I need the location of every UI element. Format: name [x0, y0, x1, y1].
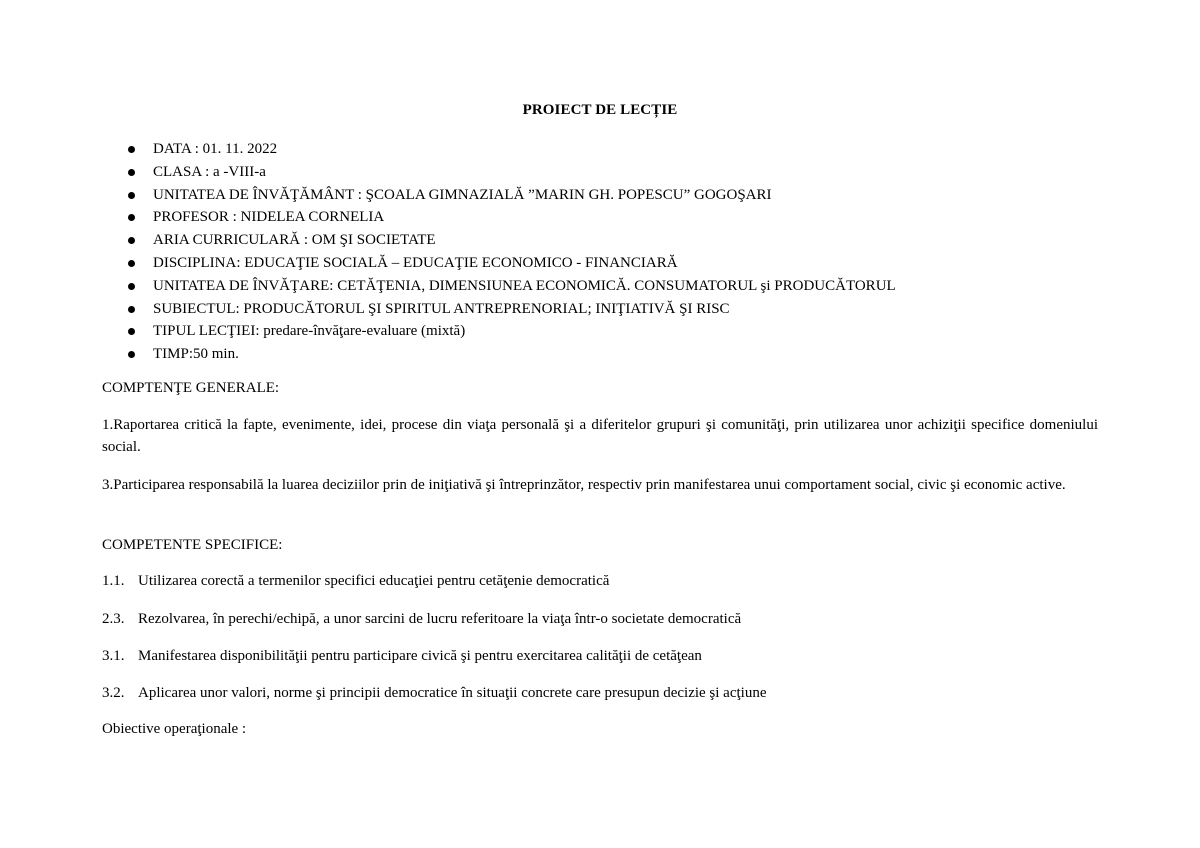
info-item-time: TIMP:50 min. — [153, 346, 239, 363]
competence-number: 1.1. — [102, 573, 125, 589]
general-competences-heading: COMPTENŢE GENERALE: — [102, 380, 280, 396]
list-item — [128, 229, 896, 252]
bullet-icon — [128, 306, 135, 313]
specific-competence-row — [102, 682, 767, 704]
list-item — [128, 138, 896, 161]
specific-competence-row — [102, 608, 741, 630]
competence-text: Rezolvarea, în perechi/echipă, a unor sarcini de lucru referitoare la viaţa într-o societate democratică — [138, 611, 742, 627]
info-item-curricular-area: ARIA CURRICULARĂ : OM ŞI SOCIETATE — [153, 232, 436, 249]
general-competence-3: 3.Participarea responsabilă la luarea deciziilor prin de iniţiativă şi întreprinzător, respectiv prin manifestarea unui comportament social, civic şi economic active. — [102, 477, 1066, 493]
bullet-icon — [128, 283, 135, 290]
list-item — [128, 252, 896, 275]
operational-objectives-heading: Obiective operaţionale : — [102, 721, 247, 737]
info-item-discipline: DISCIPLINA: EDUCAŢIE SOCIALĂ – EDUCAŢIE ECONOMICO - FINANCIARĂ — [153, 254, 678, 271]
info-item-class: CLASA : a -VIII-a — [153, 163, 266, 180]
page-title: PROIECT DE LECȚIE — [522, 102, 678, 118]
bullet-icon — [128, 260, 135, 267]
info-item-lesson-type: TIPUL LECŢIEI: predare-învăţare-evaluare (mixtă) — [153, 323, 466, 340]
list-item — [128, 161, 896, 184]
list-item — [128, 343, 896, 366]
list-item — [128, 298, 896, 321]
bullet-icon — [128, 192, 135, 199]
info-item-subject: SUBIECTUL: PRODUCĂTORUL ŞI SPIRITUL ANTREPRENORIAL; INIŢIATIVĂ ŞI RISC — [153, 300, 730, 317]
bullet-icon — [128, 351, 135, 358]
list-item — [128, 275, 896, 298]
list-item — [128, 320, 896, 343]
competence-text: Manifestarea disponibilităţii pentru participare civică şi pentru exercitarea calităţii de cetăţean — [138, 648, 702, 664]
specific-competence-row — [102, 645, 702, 667]
bullet-icon — [128, 146, 135, 153]
info-item-teacher: PROFESOR : NIDELEA CORNELIA — [153, 209, 385, 226]
competence-number: 3.1. — [102, 648, 125, 664]
specific-competence-row — [102, 570, 609, 592]
competence-number: 2.3. — [102, 611, 125, 627]
list-item — [128, 184, 896, 207]
lesson-info-list — [128, 138, 896, 366]
info-item-learning-unit: UNITATEA DE ÎNVĂŢARE: CETĂŢENIA, DIMENSIUNEA ECONOMICĂ. CONSUMATORUL şi PRODUCĂTORUL — [153, 277, 896, 294]
bullet-icon — [128, 169, 135, 176]
specific-competences-heading: COMPETENTE SPECIFICE: — [102, 537, 283, 553]
info-item-date: DATA : 01. 11. 2022 — [153, 141, 278, 157]
bullet-icon — [128, 328, 135, 335]
competence-text: Utilizarea corectă a termenilor specifici educaţiei pentru cetăţenie democratică — [138, 573, 610, 589]
bullet-icon — [128, 237, 135, 244]
competence-text: Aplicarea unor valori, norme şi principii democratice în situaţii concrete care presupun decizie şi acţiune — [138, 685, 767, 701]
bullet-icon — [128, 214, 135, 221]
competence-number: 3.2. — [102, 685, 125, 701]
list-item — [128, 206, 896, 229]
info-item-school: UNITATEA DE ÎNVĂŢĂMÂNT : ŞCOALA GIMNAZIALĂ ”MARIN GH. POPESCU” GOGOŞARI — [153, 186, 772, 203]
general-competence-1: 1.Raportarea critică la fapte, evenimente, idei, procese din viaţa personală şi a diferitelor grupuri şi comunităţi, prin utilizarea unor achiziţii specifice domeniului social. — [102, 417, 1098, 455]
